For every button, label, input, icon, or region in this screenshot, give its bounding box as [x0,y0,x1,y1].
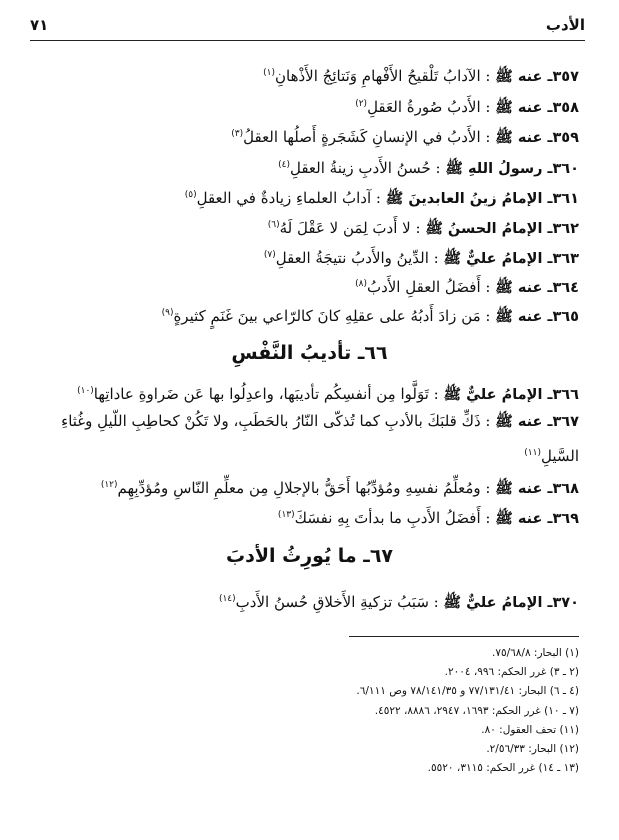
footnote-item: (١) البحار: ٧٥/٦٨/٨. [491,647,579,659]
hadith-lead: ٣٥٨ـ عنه ﷺ [495,100,579,116]
hadith-367 [32,406,579,472]
footnote-separator [349,636,579,637]
hadith-369 [32,500,579,535]
hadith-text: : أَفضَلُ العقلِ الأَدبُ [366,278,491,296]
hadith-lead: ٣٧٠ـ الإمامُ عليٌّ ﷺ [443,595,579,611]
footnote-item: (٤ ـ ٦) البحار: ٧٧/١٣١/٤١ و ٧٨/١٤١/٣٥ وص ٦/١١١. [356,685,579,697]
footnote-item: (١١) تحف العقول: ٨٠. [481,724,579,736]
hadith-lead: ٣٥٩ـ عنه ﷺ [495,130,579,146]
footnote-ref: (٤) [278,160,290,170]
hadith-text: : الأَدبُ في الإنسانِ كَشَجَرةٍ أَصلُها العقلُ [243,128,491,146]
footnote-ref: (١١) [524,448,541,458]
hadith-text: : أَفضَلُ الأَدبِ ما بدأتَ بِهِ نفسَكَ [294,509,491,527]
hadith-lead: ٣٦٣ـ الإمامُ عليٌّ ﷺ [443,251,579,267]
hadith-lead: ٣٦٨ـ عنه ﷺ [495,481,579,497]
footnote-ref: (١٢) [100,480,118,490]
hadith-lead: ٣٦٤ـ عنه ﷺ [495,280,579,296]
hadith-text: : الآدابُ تَلْقيحُ الأَفْهامِ وَنَتائِجُ الأَذْهانِ [275,67,491,85]
footnote-item: (١٣ ـ ١٤) غرر الحكم: ٣١١٥، ٥٥٢٠. [427,762,579,774]
footnote-ref: (١٤) [218,594,236,604]
hadith-359 [32,119,579,154]
footnote-item: (٢ ـ ٣) غرر الحكم: ٩٩٦، ٢٠٠٤. [444,666,579,678]
hadith-lead: ٣٦٠ـ رسولُ اللهِ ﷺ [445,161,579,177]
page-header [30,14,585,41]
footnote-ref: (٨) [355,279,367,289]
hadith-lead: ٣٦١ـ الإمامُ زينُ العابدينَ ﷺ [385,191,579,207]
section-heading-67: ٦٧ـ ما يُورِثُ الأدبَ [225,545,394,567]
hadith-370 [32,584,579,619]
hadith-365 [32,298,579,333]
footnote-ref: (٣) [231,129,244,139]
footnote-ref: (٥) [184,190,197,200]
hadith-lead: ٣٦٥ـ عنه ﷺ [495,309,579,325]
running-title: الأدب [545,16,585,34]
footnote-ref: (٦) [267,220,280,230]
section-heading-66: ٦٦ـ تأديبُ النَّفْسِ [231,342,388,364]
hadith-lead: ٣٦٧ـ عنه ﷺ [495,414,579,430]
hadith-lead: ٣٦٢ـ الإمامُ الحسنُ ﷺ [425,221,579,237]
hadith-text: : تَوَلَّوا مِن أنفسِكُم تأديبَها، واعدِلُوا بها عَن ضَراوةِ عاداتِها [93,385,439,403]
footnote-ref: (١) [263,68,275,78]
footnote-ref: (٢) [355,99,368,109]
hadith-357 [32,58,579,93]
hadith-text: : مَن زادَ أَدبُهُ على عقلِهِ كانَ كالرّاعي بينَ غَنَمٍ كثيرةٍ [173,307,491,325]
hadith-text: : سَبَبُ تزكيةِ الأَخلاقِ حُسنُ الأَدبِ [235,593,439,611]
footnote-ref: (٧) [263,250,276,260]
hadith-text: : الدِّينُ والأَدبُ نتيجَةُ العقلِ [275,249,439,267]
hadith-text: : لا أَدبَ لِمَن لا عَقْلَ لَهُ [279,219,421,237]
page-number: ٧١ [30,16,49,34]
footnote-ref: (٩) [161,308,174,318]
hadith-text: : ومُعلِّمُ نفسِهِ ومُؤدِّبُها أَحَقُّ بالإجلالِ مِن معلِّمِ النّاسِ ومُؤدِّبِهِم [117,479,491,497]
hadith-text: : حُسنُ الأَدبِ زينةُ العقلِ [289,159,441,177]
footnote-item: (٧ ـ ١٠) غرر الحكم: ١٦٩٣، ٢٩٤٧، ٨٨٨٦، ٤٥٢٢. [374,705,579,717]
hadith-lead: ٣٦٩ـ عنه ﷺ [495,511,579,527]
footnote-ref: (١٣) [277,510,295,520]
hadith-text: : الأَدبُ صُورةُ العَقلِ [367,98,491,116]
hadith-lead: ٣٦٦ـ الإمامُ عليٌّ ﷺ [443,387,579,403]
hadith-lead: ٣٥٧ـ عنه ﷺ [495,69,579,85]
hadith-text: : آدابُ العلماءِ زيادةٌ في العقلِ [196,189,381,207]
footnote-ref: (١٠) [77,386,94,396]
hadith-text: : ذَكِّ قلبَكَ بالأدبِ كما تُذكّى النّارُ بالحَطَبِ، ولا تَكُنْ كحاطِبِ اللّيلِ وغُثاءِ السَّيلِ [61,412,579,465]
footnote-item: (١٢) البحار: ٢/٥٦/٣٣. [486,743,579,755]
